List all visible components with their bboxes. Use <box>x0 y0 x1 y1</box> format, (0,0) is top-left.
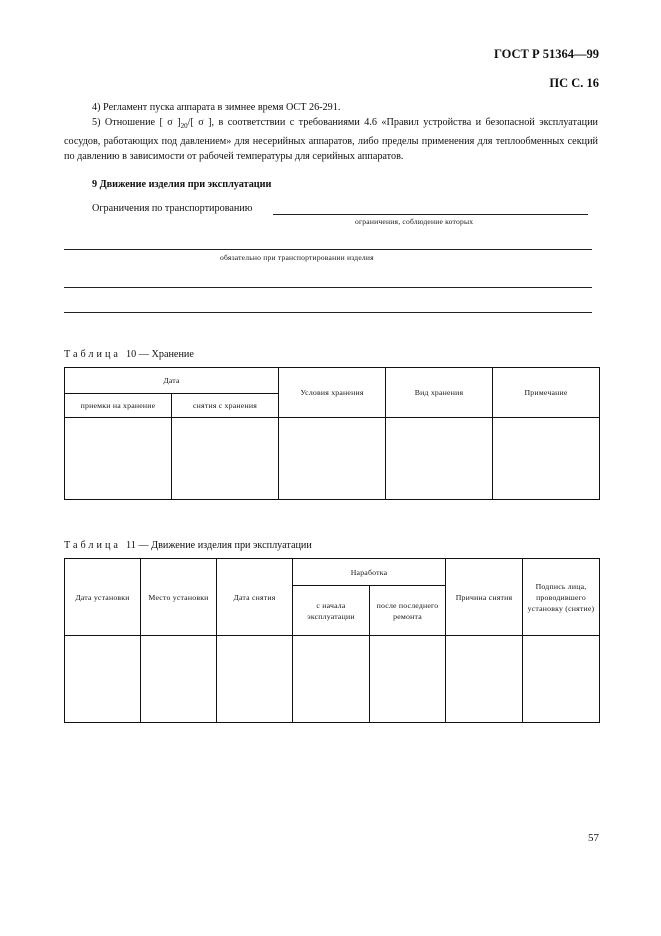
header-note: Примечание <box>493 368 600 418</box>
storage-table <box>64 367 600 500</box>
table-10-caption-rest: 10 — Хранение <box>126 349 194 360</box>
header-removal-date: Дата снятия <box>217 559 293 636</box>
table-11-caption <box>64 540 312 551</box>
cell-reason[interactable] <box>446 636 523 723</box>
header-conditions: Условия хранения <box>279 368 386 418</box>
cell-since-start[interactable] <box>293 636 370 723</box>
page-reference: ПС С. 16 <box>549 76 599 90</box>
header-receipt: приемки на хранение <box>65 394 172 418</box>
header-type: Вид хранения <box>386 368 493 418</box>
header-date: Дата <box>65 368 279 394</box>
section-title: 9 Движение изделия при эксплуатации <box>92 179 272 190</box>
item-5-rest: , в соответствии с требованиями 4.6 «Правил устройства и безопасной эксплуатации сосудов, работающих под давлением» для несерийных аппаратов, либо пределы применения для теплообменных секций по давлению в зависимости от рабочей температуры для серийных аппаратов. <box>64 117 598 163</box>
cell-receipt[interactable] <box>65 418 172 500</box>
header-reason: Причина снятия <box>446 559 523 636</box>
operation-table <box>64 558 600 723</box>
fill-line-2[interactable] <box>64 249 592 250</box>
standard-number: ГОСТ Р 51364—99 <box>493 47 599 61</box>
cell-conditions[interactable] <box>279 418 386 500</box>
cell-since-repair[interactable] <box>370 636 446 723</box>
header-removal: снятия с хранения <box>172 394 279 418</box>
cell-note[interactable] <box>493 418 600 500</box>
page-number: 57 <box>588 832 599 844</box>
header-place: Место установки <box>141 559 217 636</box>
header-install-date: Дата установки <box>65 559 141 636</box>
cell-signature[interactable] <box>523 636 600 723</box>
cell-install-date[interactable] <box>65 636 141 723</box>
header-signature: Подпись лица, проводившего установку (снятие) <box>523 559 600 636</box>
cell-removal[interactable] <box>172 418 279 500</box>
table-10-caption <box>64 349 194 360</box>
hint-line-2: обязательно при транспортировании изделия <box>220 253 374 262</box>
cell-type[interactable] <box>386 418 493 500</box>
table-11-caption-rest: 11 — Движение изделия при эксплуатации <box>126 540 312 551</box>
item-5-subscript: 20 <box>180 122 188 131</box>
fill-line-4[interactable] <box>64 312 592 313</box>
header-since-repair: после последнего ремонта <box>370 586 446 636</box>
transport-label: Ограничения по транспортированию <box>92 203 253 214</box>
transport-fill-line[interactable] <box>273 214 588 215</box>
table-11-caption-word: Таблица <box>64 540 121 551</box>
fill-line-3[interactable] <box>64 287 592 288</box>
cell-removal-date[interactable] <box>217 636 293 723</box>
item-5-mid: /[ σ ] <box>187 117 212 128</box>
hint-line-1: ограничения, соблюдение которых <box>355 217 474 226</box>
item-5 <box>64 115 598 164</box>
body-text <box>64 100 598 164</box>
item-5-prefix: 5) Отношение [ σ ] <box>92 117 181 128</box>
table-10-caption-word: Таблица <box>64 349 121 360</box>
cell-place[interactable] <box>141 636 217 723</box>
header-since-start: с начала эксплуатации <box>293 586 370 636</box>
header-runtime: Наработка <box>293 559 446 586</box>
item-4: 4) Регламент пуска аппарата в зимнее время ОСТ 26-291. <box>92 102 341 113</box>
